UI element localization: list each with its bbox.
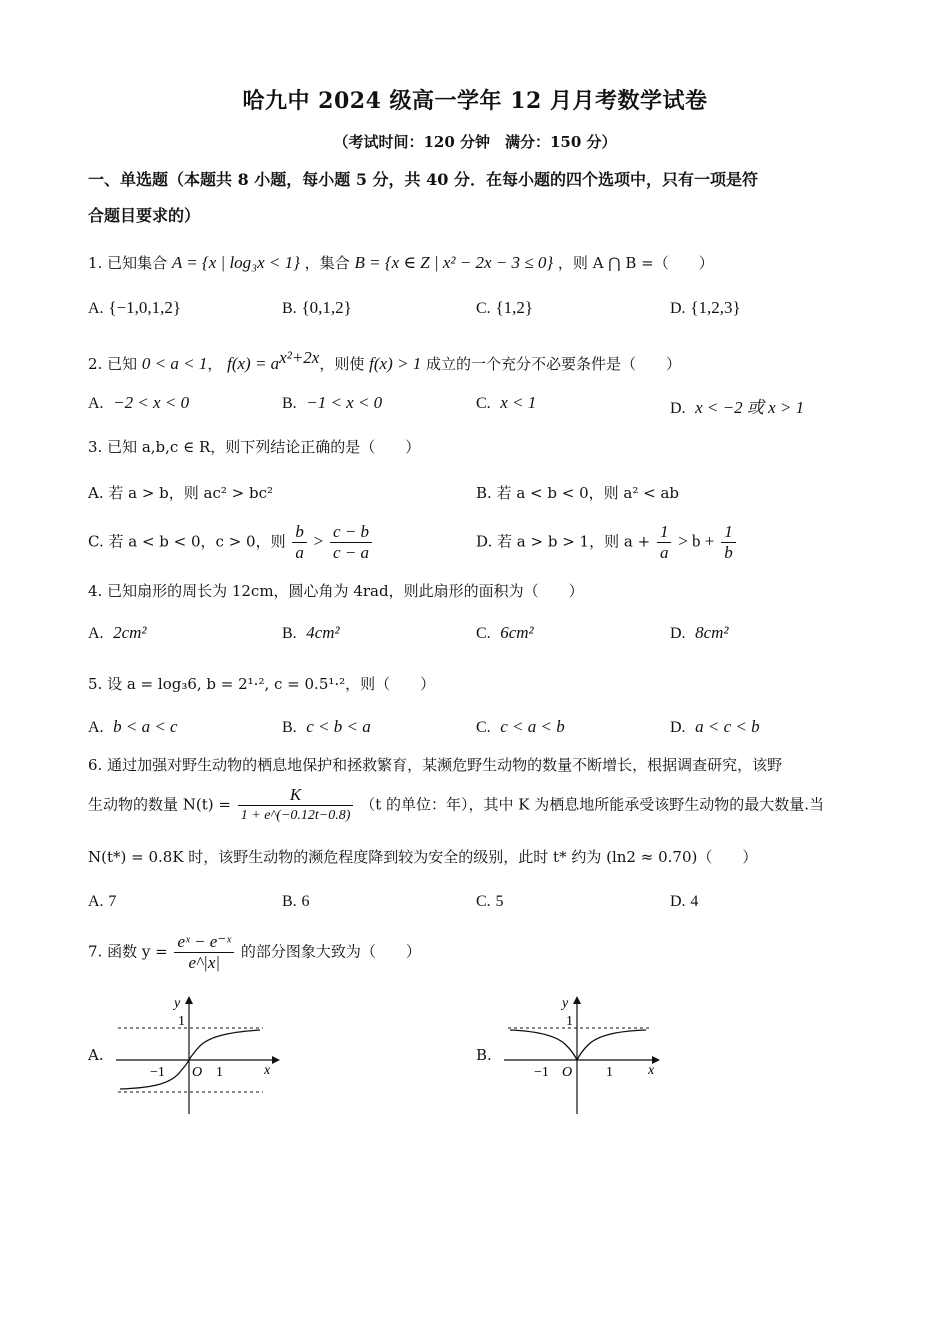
option-text: c < a < b xyxy=(500,717,565,736)
question-6-line-1: 6. 通过加强对野生动物的栖息地保护和拯救繁育，某濒危野生动物的数量不断增长，根据调查研究，该野 xyxy=(88,756,783,774)
option-label: D. xyxy=(670,893,686,910)
x-axis-arrow-icon xyxy=(272,1056,280,1064)
origin-label: O xyxy=(562,1065,573,1080)
q3-option-d[interactable] xyxy=(476,522,738,563)
question-2: 2. 已知 0 < a < 1， $f(x) = a^{x^2+2x}$，则使 f(x) > 1 成立的一个充分不必要条件是（ ） xyxy=(88,348,681,373)
option-label: C. xyxy=(476,719,491,736)
tick-label-1-x: 1 xyxy=(606,1065,613,1080)
q3-optd-fraction-1 xyxy=(657,522,672,563)
q2-option-b[interactable] xyxy=(282,393,382,413)
q7-option-b-label[interactable]: B. xyxy=(476,1046,492,1064)
question-6-line-3: N(t*) = 0.8K 时，该野生动物的濒危程度降到较为安全的级别，此时 t* 约为 (ln2 ≈ 0.70)（ ） xyxy=(88,848,758,866)
section-heading-line1: 一、单选题（本题共 8 小题，每小题 5 分，共 40 分．在每小题的四个选项中，只有一项是符 xyxy=(88,170,758,189)
q2-inequality: f(x) > 1 xyxy=(369,354,422,373)
q3-option-c[interactable] xyxy=(88,522,374,563)
y-label: y xyxy=(562,996,569,1011)
q3-option-a[interactable]: A. 若 a > b，则 ac² > bc² xyxy=(88,484,274,502)
q7-option-b-graph[interactable] xyxy=(496,990,676,1120)
option-label: A. xyxy=(88,719,104,736)
origin-label: O xyxy=(192,1065,203,1080)
q6-line2-pre: 生动物的数量 N(t) = xyxy=(88,795,231,814)
q2-exponent: x²+2x xyxy=(279,348,320,367)
denominator: 1 + e^(−0.12t−0.8) xyxy=(240,808,351,823)
tick-label-1-y: 1 xyxy=(178,1014,185,1029)
q2-stem-b: ，则使 xyxy=(319,355,365,373)
q2-option-d[interactable] xyxy=(670,393,804,418)
option-text: {−1,0,1,2} xyxy=(108,298,182,317)
option-label: A. xyxy=(88,625,104,642)
numerator: 1 xyxy=(721,522,736,543)
option-text: c < b < a xyxy=(306,717,371,736)
x-label: x xyxy=(648,1063,655,1078)
q1-mid: ，集合 xyxy=(304,254,350,272)
section-heading xyxy=(88,162,868,234)
y-label: y xyxy=(174,996,181,1011)
option-text: 4cm² xyxy=(306,623,340,642)
q2-function: f(x) = a xyxy=(227,354,280,373)
option-text: 8cm² xyxy=(695,623,729,642)
q3-optc-fraction-2 xyxy=(330,522,372,563)
option-text: {1,2,3} xyxy=(690,298,741,317)
x-label: x xyxy=(264,1063,271,1078)
denominator: b xyxy=(724,543,733,562)
q6-option-c[interactable] xyxy=(476,892,503,911)
question-3: 3. 已知 a,b,c ∈ R，则下列结论正确的是（ ） xyxy=(88,438,421,456)
q4-option-c[interactable] xyxy=(476,623,534,643)
q1-option-b[interactable] xyxy=(282,298,352,318)
tick-label-1-y: 1 xyxy=(566,1014,573,1029)
option-text: 7 xyxy=(108,893,117,910)
q3-optd-fraction-2 xyxy=(721,522,736,563)
q3-optc-fraction-1 xyxy=(292,522,307,563)
exam-info: （考试时间：120 分钟 满分：150 分） xyxy=(333,133,617,151)
q7-option-a-graph[interactable] xyxy=(108,990,288,1120)
option-text: 2cm² xyxy=(113,623,147,642)
denominator: a xyxy=(295,543,304,562)
option-label: D. xyxy=(670,400,686,417)
tick-label-neg1: −1 xyxy=(534,1065,549,1080)
q3-option-b[interactable]: B. 若 a < b < 0，则 a² < ab xyxy=(476,484,679,502)
q6-line2-post: （t 的单位：年），其中 K 为栖息地所能承受该野生动物的最大数量.当 xyxy=(360,795,825,814)
q5-option-a[interactable] xyxy=(88,717,178,737)
option-text: 6cm² xyxy=(500,623,534,642)
question-4: 4. 已知扇形的周长为 12cm，圆心角为 4rad，则此扇形的面积为（ ） xyxy=(88,582,584,600)
q2-option-c[interactable] xyxy=(476,393,536,413)
q7-post: 的部分图象大致为（ ） xyxy=(240,942,421,961)
option-label: D. xyxy=(670,625,686,642)
option-text: b < a < c xyxy=(113,717,178,736)
q1-number: 1. 已知集合 xyxy=(88,254,168,272)
numerator: b xyxy=(292,522,307,543)
denominator: e^|x| xyxy=(188,953,221,972)
option-label: B. xyxy=(282,893,297,910)
q4-option-d[interactable] xyxy=(670,623,729,643)
denominator: c − a xyxy=(333,543,370,562)
q2-stem-a: 2. 已知 xyxy=(88,355,138,373)
option-label: C. xyxy=(476,395,491,412)
q2-stem-c: 成立的一个充分不必要条件是（ ） xyxy=(425,355,681,373)
q5-option-b[interactable] xyxy=(282,717,371,737)
q4-option-a[interactable] xyxy=(88,623,147,643)
q1-option-d[interactable] xyxy=(670,298,741,318)
q6-option-d[interactable] xyxy=(670,892,698,911)
question-7 xyxy=(88,932,878,973)
q6-fraction xyxy=(238,785,354,826)
section-heading-line2: 合题目要求的） xyxy=(88,206,201,225)
option-label: C. xyxy=(476,300,491,317)
option-label: A. xyxy=(88,893,104,910)
q3-optc-pre: C. 若 a < b < 0，c > 0，则 xyxy=(88,532,286,551)
q6-option-a[interactable] xyxy=(88,892,116,911)
q1-option-c[interactable] xyxy=(476,298,533,318)
q1-set-b: B = {x ∈ Z | x² − 2x − 3 ≤ 0} xyxy=(354,253,554,272)
question-6-line-2 xyxy=(88,785,878,826)
option-text: x < 1 xyxy=(500,393,537,412)
q3-optd-mid: > b + xyxy=(678,531,715,551)
q3-optd-pre: D. 若 a > b > 1，则 a + xyxy=(476,532,651,551)
option-label: A. xyxy=(88,395,104,412)
q2-option-a[interactable] xyxy=(88,393,189,413)
option-text: {1,2} xyxy=(495,298,534,317)
option-label: A. xyxy=(88,300,104,317)
page-title: 哈九中 2024 级高一学年 12 月月考数学试卷 xyxy=(242,88,708,114)
tick-label-neg1: −1 xyxy=(150,1065,165,1080)
numerator: c − b xyxy=(330,522,372,543)
question-5: 5. 设 a = log₃6, b = 2¹·², c = 0.5¹·²，则（ ） xyxy=(88,675,436,693)
option-text: x < −2 或 x > 1 xyxy=(695,398,805,417)
q4-option-b[interactable] xyxy=(282,623,340,643)
option-text: 4 xyxy=(690,893,699,910)
q1-set-a: A = {x | log₃x < 1} xyxy=(171,253,300,272)
option-label: C. xyxy=(476,893,491,910)
option-label: C. xyxy=(476,625,491,642)
option-label: B. xyxy=(282,395,297,412)
q5-option-c[interactable] xyxy=(476,717,565,737)
option-label: B. xyxy=(282,625,297,642)
option-label: D. xyxy=(670,300,686,317)
q7-fraction xyxy=(174,932,234,973)
q2-condition: 0 < a < 1 xyxy=(141,354,208,373)
q7-option-a-label[interactable]: A. xyxy=(88,1046,104,1064)
tick-label-1-x: 1 xyxy=(216,1065,223,1080)
q1-option-a[interactable] xyxy=(88,298,181,318)
option-label: D. xyxy=(670,719,686,736)
option-text: a < c < b xyxy=(695,717,760,736)
q5-option-d[interactable] xyxy=(670,717,760,737)
q1-ask: ，则 A ⋂ B =（ ） xyxy=(557,254,714,272)
option-label: B. xyxy=(282,300,297,317)
option-text: {0,1,2} xyxy=(301,298,352,317)
y-axis-arrow-icon xyxy=(185,996,193,1004)
y-axis-arrow-icon xyxy=(573,996,581,1004)
q6-option-b[interactable] xyxy=(282,892,309,911)
numerator: eˣ − e⁻ˣ xyxy=(174,932,234,953)
greater-sign: > xyxy=(313,531,324,551)
option-text: −2 < x < 0 xyxy=(113,393,190,412)
q7-pre: 7. 函数 y = xyxy=(88,942,168,961)
option-text: −1 < x < 0 xyxy=(306,393,383,412)
denominator: a xyxy=(659,543,669,562)
option-label: B. xyxy=(282,719,297,736)
option-text: 5 xyxy=(495,893,504,910)
question-1 xyxy=(88,252,878,273)
numerator: 1 xyxy=(657,522,672,543)
numerator: K xyxy=(238,785,354,806)
option-text: 6 xyxy=(301,893,310,910)
curve xyxy=(510,1030,646,1060)
